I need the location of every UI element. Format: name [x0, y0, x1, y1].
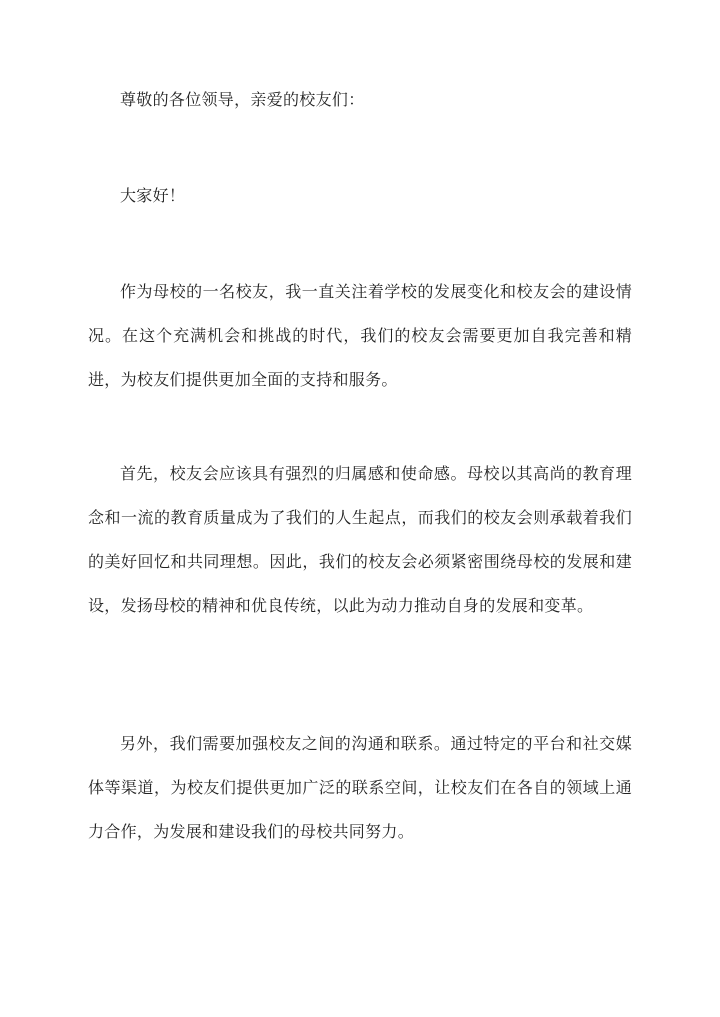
intro-paragraph: 作为母校的一名校友，我一直关注着学校的发展变化和校友会的建设情况。在这个充满机会和挑战的时代，我们的校友会需要更加自我完善和精进，为校友们提供更加全面的支持和服务。 [88, 282, 632, 389]
first-point-paragraph: 首先，校友会应该具有强烈的归属感和使命感。母校以其高尚的教育理念和一流的教育质量成为了我们的人生起点，而我们的校友会则承载着我们的美好回忆和共同理想。因此，我们的校友会必须紧密围绕母校的发展和建设，发扬母校的精神和优良传统，以此为动力推动自身的发展和变革。 [88, 464, 632, 615]
salutation-paragraph: 尊敬的各位领导，亲爱的校友们： [120, 90, 365, 109]
greeting-paragraph: 大家好！ [120, 186, 186, 205]
second-point-paragraph: 另外，我们需要加强校友之间的沟通和联系。通过特定的平台和社交媒体等渠道，为校友们提供更加广泛的联系空间，让校友们在各自的领域上通力合作，为发展和建设我们的母校共同努力。 [88, 734, 632, 841]
